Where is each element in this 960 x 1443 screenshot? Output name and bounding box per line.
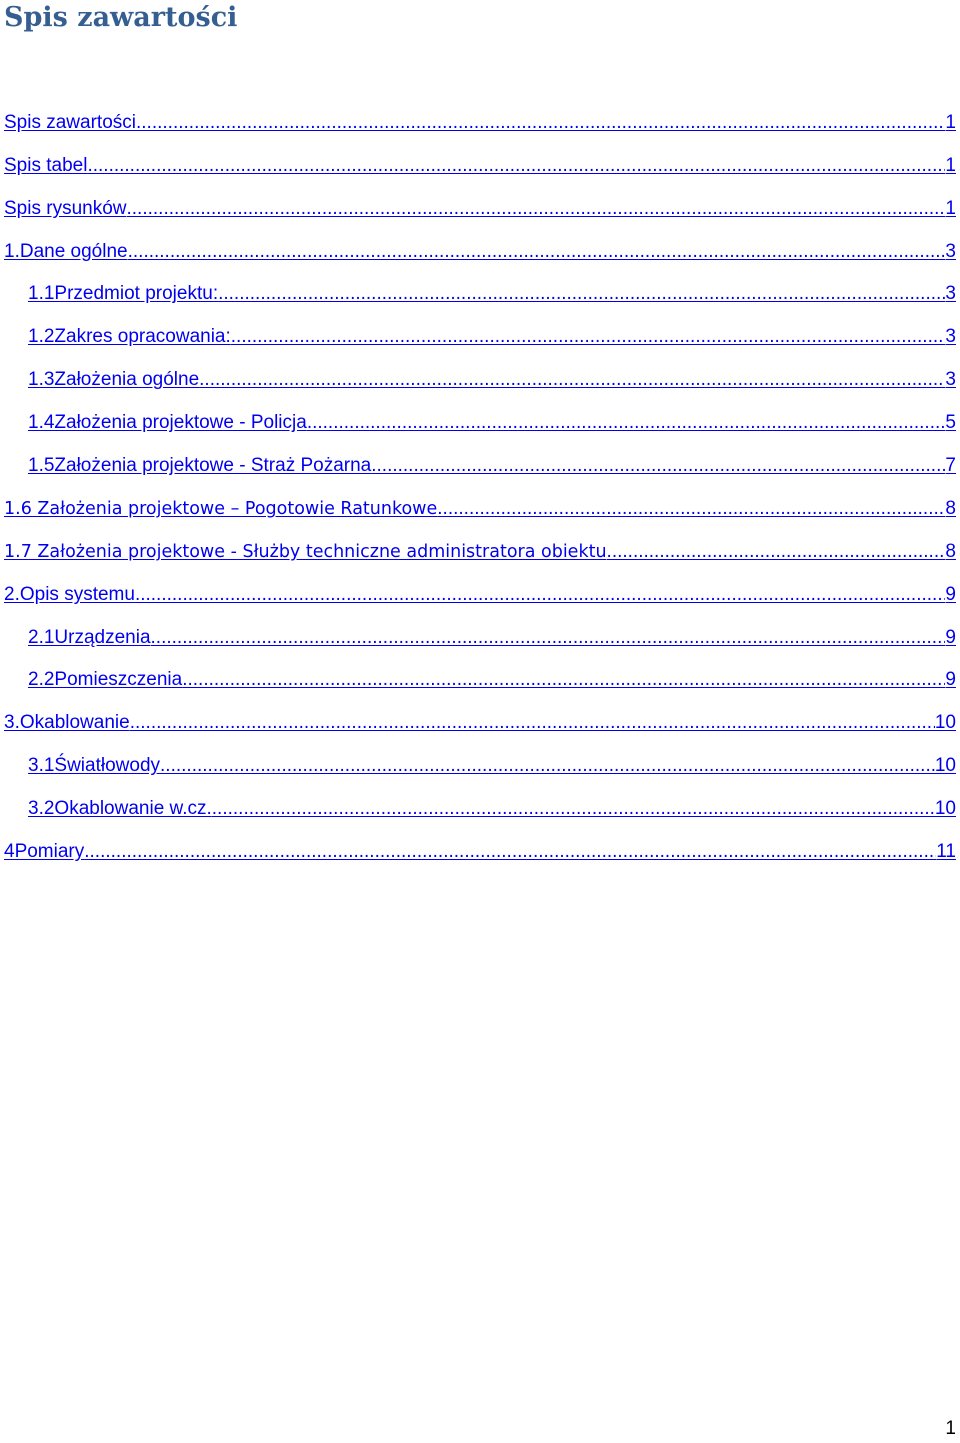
toc-entry-label: 2.1Urządzenia [28, 626, 151, 648]
toc-link[interactable] [4, 494, 956, 524]
toc-entry-zalozenia-pogotowie[interactable] [0, 481, 960, 524]
toc-link[interactable] [28, 794, 956, 824]
toc-link[interactable] [4, 108, 956, 138]
toc-link[interactable] [4, 708, 956, 738]
toc-leader-dots [212, 794, 935, 824]
toc-entry-opis-systemu[interactable] [0, 567, 960, 610]
toc-entry-label: 1.1Przedmiot projektu: [28, 283, 219, 305]
toc-link[interactable] [28, 451, 956, 481]
toc-link[interactable] [4, 151, 956, 181]
toc-entry-label: 3.1Światłowody [28, 755, 161, 777]
toc-leader-dots [182, 665, 945, 695]
toc-entry-pomieszczenia[interactable] [0, 653, 960, 696]
table-of-contents [0, 95, 960, 867]
toc-entry-pomiary[interactable] [0, 824, 960, 867]
toc-entry-label: Spis rysunków [4, 197, 127, 219]
toc-leader-dots [371, 451, 945, 481]
toc-leader-dots [218, 279, 945, 309]
toc-entry-page: 3 [945, 369, 956, 391]
toc-entry-label: 1.2Zakres opracowania: [28, 326, 231, 348]
toc-entry-dane-ogolne[interactable] [0, 224, 960, 267]
toc-entry-zalozenia-sluzby-techniczne[interactable] [0, 524, 960, 567]
toc-entry-page: 9 [945, 626, 956, 648]
toc-entry-page: 7 [945, 455, 956, 477]
toc-link[interactable] [4, 837, 956, 867]
toc-entry-label: 2.2Pomieszczenia [28, 669, 183, 691]
toc-leader-dots [437, 494, 945, 524]
toc-leader-dots [607, 537, 946, 567]
toc-leader-dots [84, 837, 936, 867]
toc-entry-swiatlowody[interactable] [0, 738, 960, 781]
toc-entry-zakres-opracowania[interactable] [0, 309, 960, 352]
toc-entry-page: 5 [945, 412, 956, 434]
toc-entry-zalozenia-ogolne[interactable] [0, 352, 960, 395]
toc-entry-page: 8 [945, 540, 956, 562]
toc-entry-label: 1.3Założenia ogólne [28, 369, 200, 391]
toc-entry-label: 1.6 Założenia projektowe – Pogotowie Ratunkowe [4, 498, 438, 519]
toc-link[interactable] [28, 623, 956, 653]
toc-entry-label: Spis tabel [4, 154, 88, 176]
toc-heading: Spis zawartości [4, 2, 238, 33]
toc-leader-dots [135, 580, 945, 610]
toc-leader-dots [130, 708, 935, 738]
toc-entry-label: 1.4Założenia projektowe - Policja [28, 412, 307, 434]
toc-link[interactable] [4, 194, 956, 224]
toc-entry-page: 9 [945, 583, 956, 605]
toc-entry-page: 11 [936, 841, 956, 863]
toc-entry-okablowanie[interactable] [0, 695, 960, 738]
toc-link[interactable] [28, 408, 956, 438]
toc-leader-dots [127, 194, 946, 224]
toc-entry-label: 2.Opis systemu [4, 583, 135, 605]
toc-entry-zalozenia-straz-pozarna[interactable] [0, 438, 960, 481]
toc-link[interactable] [4, 537, 956, 567]
toc-entry-page: 3 [945, 240, 956, 262]
toc-leader-dots [160, 751, 935, 781]
toc-entry-label: Spis zawartości [4, 111, 136, 133]
toc-entry-page: 3 [945, 326, 956, 348]
toc-leader-dots [136, 108, 945, 138]
toc-link[interactable] [4, 237, 956, 267]
toc-entry-page: 1 [945, 111, 956, 133]
toc-entry-urzadzenia[interactable] [0, 610, 960, 653]
toc-link[interactable] [4, 580, 956, 610]
toc-entry-spis-tabel[interactable] [0, 138, 960, 181]
toc-leader-dots [307, 408, 946, 438]
toc-entry-label: 1.5Założenia projektowe - Straż Pożarna [28, 455, 372, 477]
toc-leader-dots [231, 322, 946, 352]
toc-entry-page: 9 [945, 669, 956, 691]
toc-entry-page: 8 [945, 497, 956, 519]
toc-entry-page: 1 [945, 197, 956, 219]
toc-entry-spis-zawartosci[interactable] [0, 95, 960, 138]
toc-leader-dots [87, 151, 945, 181]
toc-entry-przedmiot-projektu[interactable] [0, 267, 960, 310]
toc-entry-label: 3.2Okablowanie w.cz. [28, 798, 212, 820]
toc-entry-page: 10 [934, 755, 956, 777]
toc-entry-page: 10 [934, 712, 956, 734]
toc-entry-page: 3 [945, 283, 956, 305]
toc-entry-label: 1.7 Założenia projektowe - Służby techniczne administratora obiektu [4, 541, 607, 562]
toc-link[interactable] [28, 279, 956, 309]
toc-entry-page: 1 [945, 154, 956, 176]
toc-entry-label: 3.Okablowanie [4, 712, 130, 734]
toc-link[interactable] [28, 665, 956, 695]
toc-link[interactable] [28, 365, 956, 395]
toc-entry-label: 4Pomiary [4, 841, 85, 863]
toc-entry-spis-rysunkow[interactable] [0, 181, 960, 224]
toc-entry-zalozenia-policja[interactable] [0, 395, 960, 438]
toc-leader-dots [199, 365, 945, 395]
page-number: 1 [945, 1418, 956, 1439]
toc-entry-okablowanie-wcz[interactable] [0, 781, 960, 824]
toc-link[interactable] [28, 322, 956, 352]
toc-entry-page: 10 [934, 798, 956, 820]
toc-leader-dots [128, 237, 946, 267]
toc-entry-label: 1.Dane ogólne [4, 240, 128, 262]
toc-link[interactable] [28, 751, 956, 781]
toc-leader-dots [151, 623, 946, 653]
